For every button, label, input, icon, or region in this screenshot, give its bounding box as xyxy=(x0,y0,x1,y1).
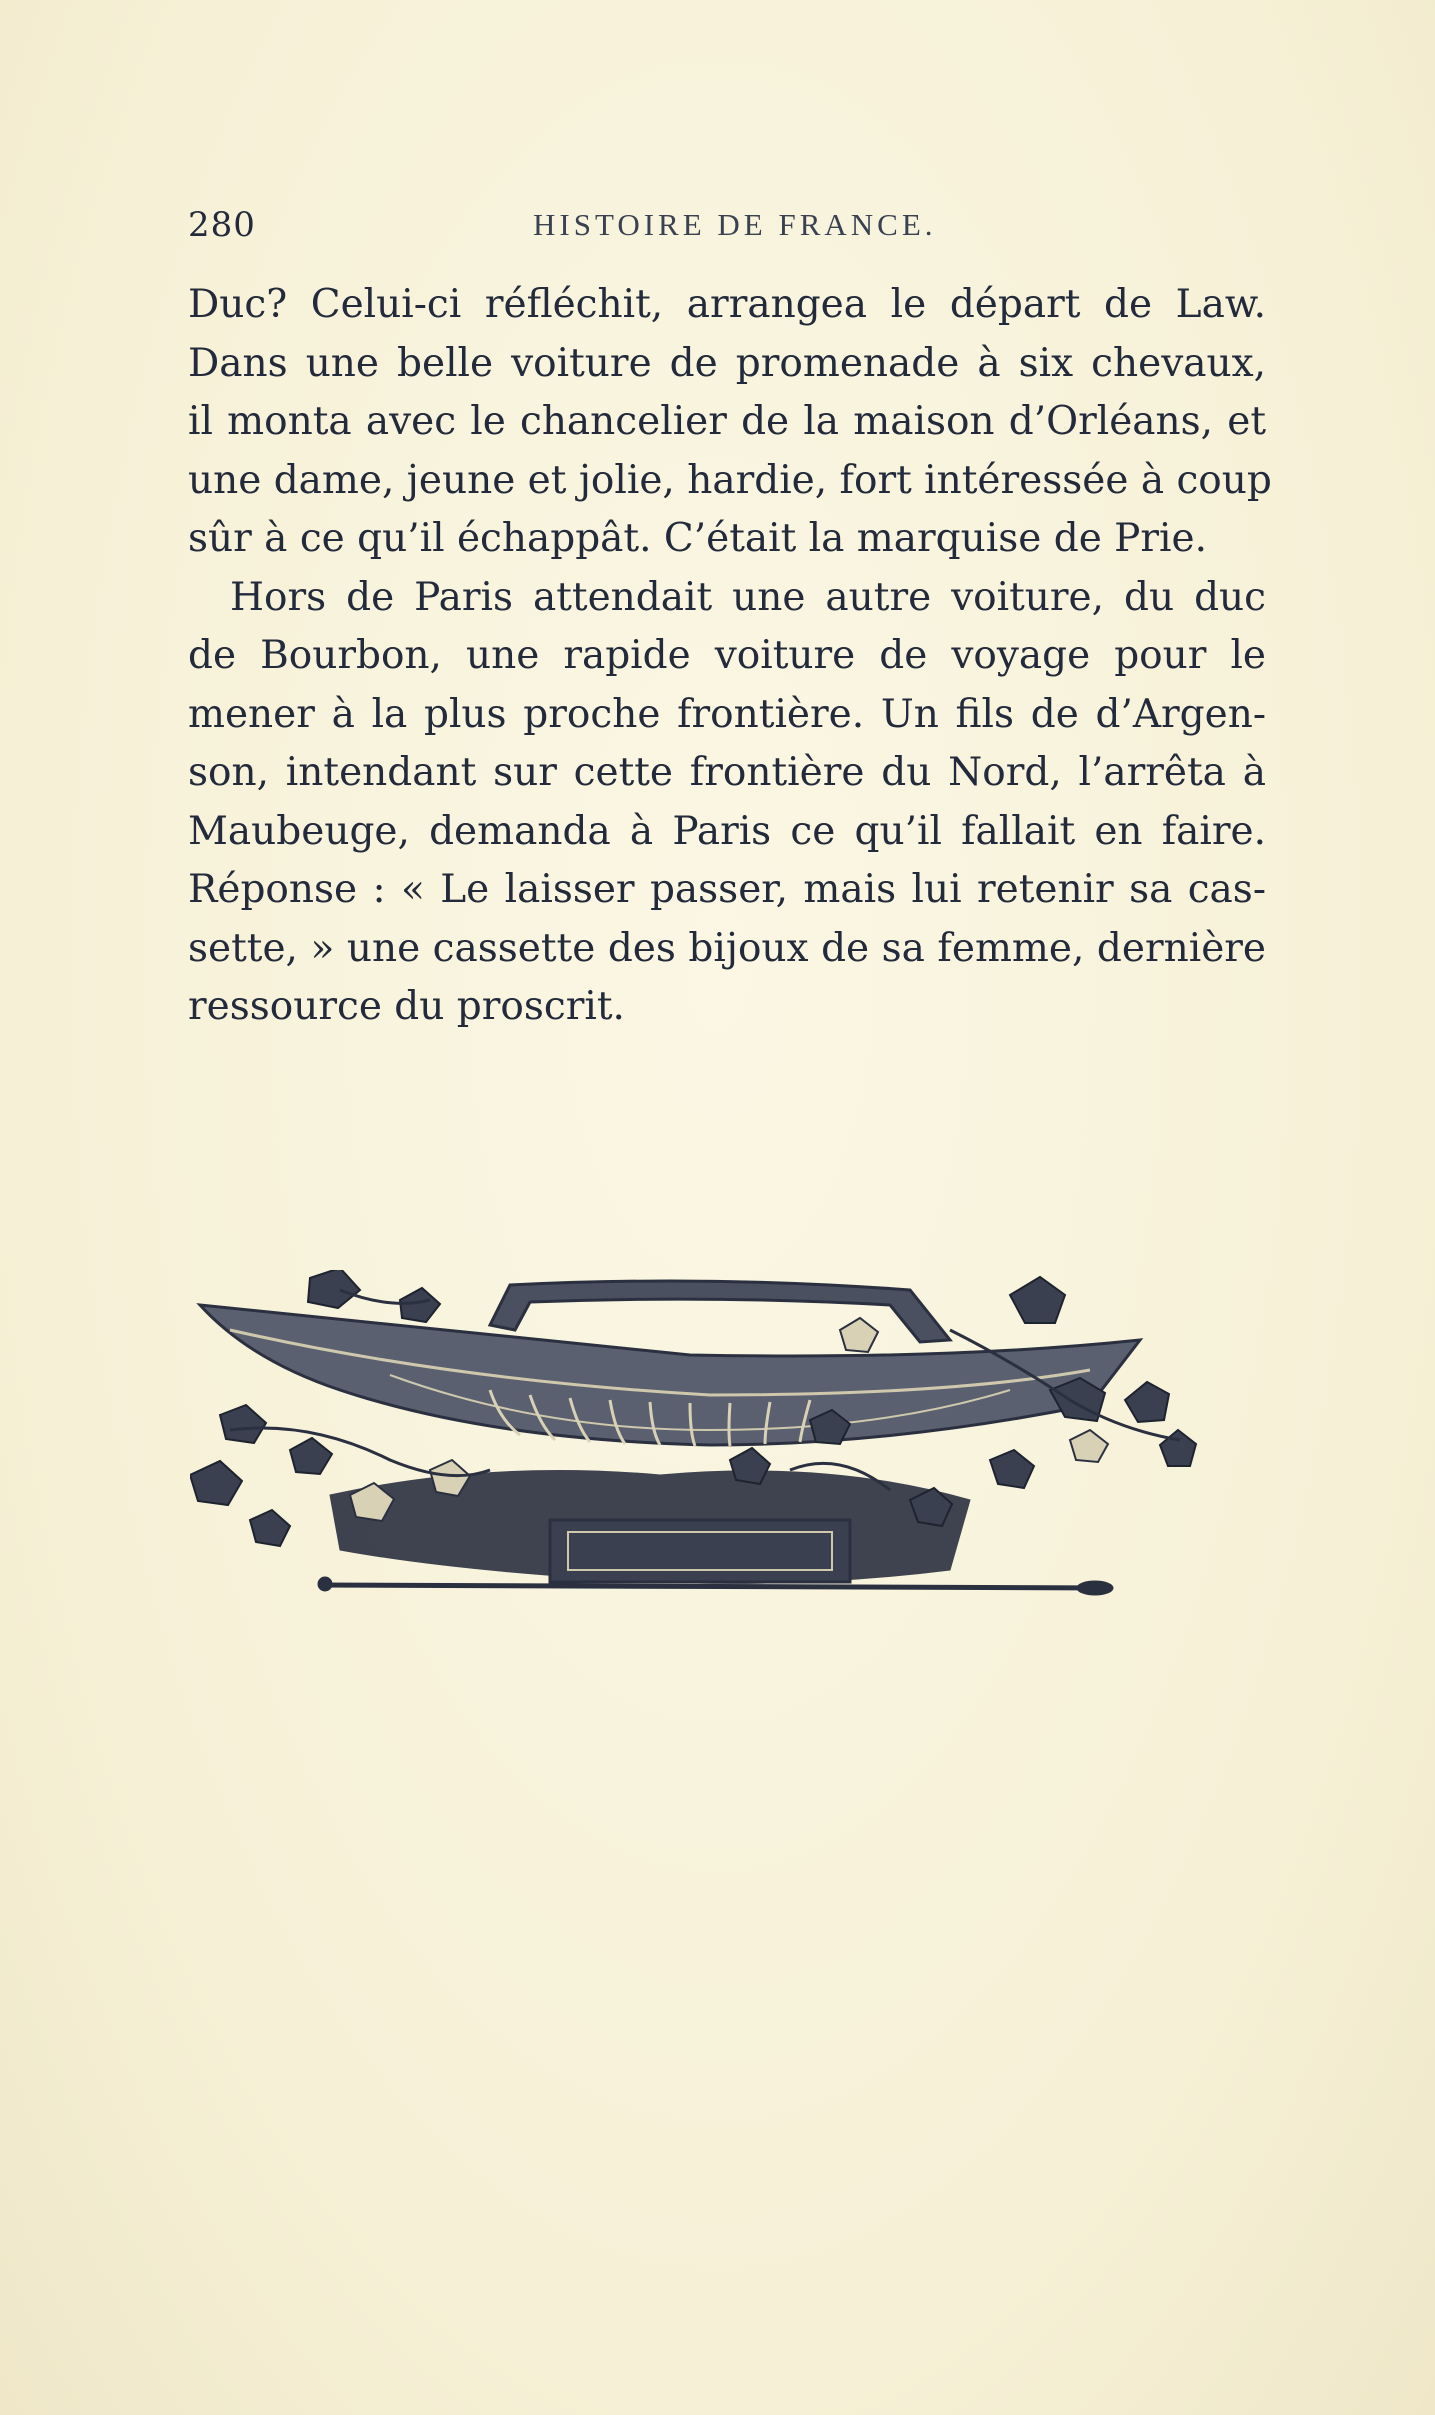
text-line: ressource du proscrit. xyxy=(188,984,625,1029)
text-line: mener à la plus proche frontière. Un fils de d’Argen- xyxy=(188,691,1266,737)
text-line: il monta avec le chancelier de la maison d’Orléans, et xyxy=(188,399,1266,444)
text-line: de Bourbon, une rapide voiture de voyage pour le xyxy=(188,633,1266,678)
running-head xyxy=(188,205,1268,255)
text-line: Réponse : « Le laisser passer, mais lui retenir sa cas- xyxy=(188,867,1266,912)
running-title: HISTOIRE DE FRANCE. xyxy=(533,207,937,242)
text-line: son, intendant sur cette frontière du Nord, l’arrêta à xyxy=(188,750,1266,795)
page-number: 280 xyxy=(188,205,256,245)
text-line: Dans une belle voiture de promenade à six chevaux, xyxy=(188,340,1266,386)
ivy-basket-ornament-icon xyxy=(190,1270,1230,1610)
text-line: Maubeuge, demanda à Paris ce qu’il fallait en faire. xyxy=(188,808,1266,854)
text-line: Duc? Celui-ci réfléchit, arrangea le départ de Law. xyxy=(188,282,1266,327)
text-line: sette, » une cassette des bijoux de sa femme, dernière xyxy=(188,925,1266,971)
text-line: sûr à ce qu’il échappât. C’était la marquise de Prie. xyxy=(188,516,1208,561)
text-line: une dame, jeune et jolie, hardie, fort intéressée à coup xyxy=(188,457,1272,503)
body-text xyxy=(188,276,1272,1037)
text-line: Hors de Paris attendait une autre voiture, du duc xyxy=(230,574,1266,620)
